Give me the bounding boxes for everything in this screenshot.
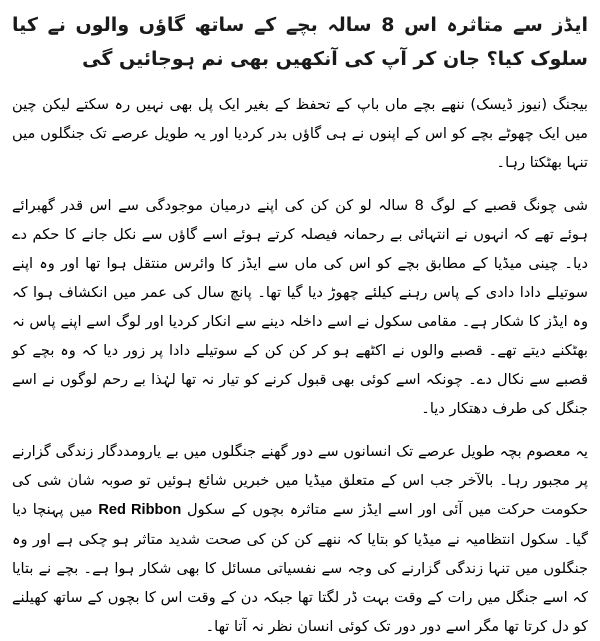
- article-paragraph-intro: بیجنگ (نیوز ڈیسک) ننھے بچے ماں باپ کے تحفظ کے بغیر ایک پل بھی نہیں رہ سکتے لیکن چین میں ایک چھوٹے بچے کو اس کے اپنوں نے ہی گاؤں بدر کردیا اور یہ طویل عرصے تک جنگلوں میں تنہا بھٹکتا رہا۔: [12, 96, 588, 171]
- paragraph-text-after-latin: میں پہنچا دیا گیا۔ سکول انتظامیہ نے میڈیا کو بتایا کہ ننھے کن کن کی صحت شدید متاثر ہو چکی ہے اور وہ جنگلوں میں تنہا زندگی گزارنے کی وجہ سے نفسیاتی مسائل کا بھی شکار ہوا ہے۔ بچے نے بتایا کہ اسے جنگل میں رات کے وقت بہت ڈر لگتا تھا جبکہ دن کے وقت اس کا بچوں کے ساتھ کھیلنے کو دل کرتا تھا مگر اسے دور دور تک کوئی انسان نظر نہ آتا تھا۔: [12, 501, 588, 635]
- article-paragraph-village: شی چونگ قصبے کے لوگ 8 سالہ لو کن کن کی اپنے درمیان موجودگی سے اس قدر گھبرائے ہوئے تھے کہ انہوں نے انتہائی بے رحمانہ فیصلہ کرتے ہوئے اسے گاؤں سے نکل جانے کا حکم دے دیا۔ چینی میڈیا کے مطابق بچے کو اس کی ماں سے ایڈز کا وائرس منتقل ہوا تھا اور وہ اپنے سوتیلے دادا دادی کے پاس رہنے کیلئے چھوڑ دیا گیا تھا۔ پانچ سال کی عمر میں انکشاف ہوا کہ وہ ایڈز کا شکار ہے۔ مقامی سکول نے اسے داخلہ دینے سے انکار کردیا اور لوگ اسے اپنے پاس نہ بھٹکنے دیتے تھے۔ قصبے والوں نے اکٹھے ہو کر کن کن کے سوتیلے دادا پر زور دیا کہ وہ بچے کو قصبے سے نکال دے۔ چونکہ اسے کوئی بھی قبول کرنے کو تیار نہ تھا لہٰذا بے رحم لوگوں نے اسے جنگل کی طرف دھتکار دیا۔: [12, 197, 588, 417]
- school-name-latin: Red Ribbon: [98, 502, 182, 518]
- paragraph-text-before-latin: یہ معصوم بچہ طویل عرصے تک انسانوں سے دور گھنے جنگلوں میں بے یارومددگار زندگی گزارنے پر مجبور رہا۔ بالآخر جب اس کے متعلق میڈیا میں خبریں شائع ہوئیں تو صوبہ شان شی کی حکومت حرکت میں آئی اور اسے ایڈز سے متاثرہ بچوں کے سکول: [12, 443, 589, 518]
- article-paragraph-forest: [12, 437, 588, 641]
- article-headline: ایڈز سے متاثرہ اس 8 سالہ بچے کے ساتھ گاؤں والوں نے کیا سلوک کیا؟ جان کر آپ کی آنکھیں بھی نم ہوجائیں گی: [12, 14, 588, 70]
